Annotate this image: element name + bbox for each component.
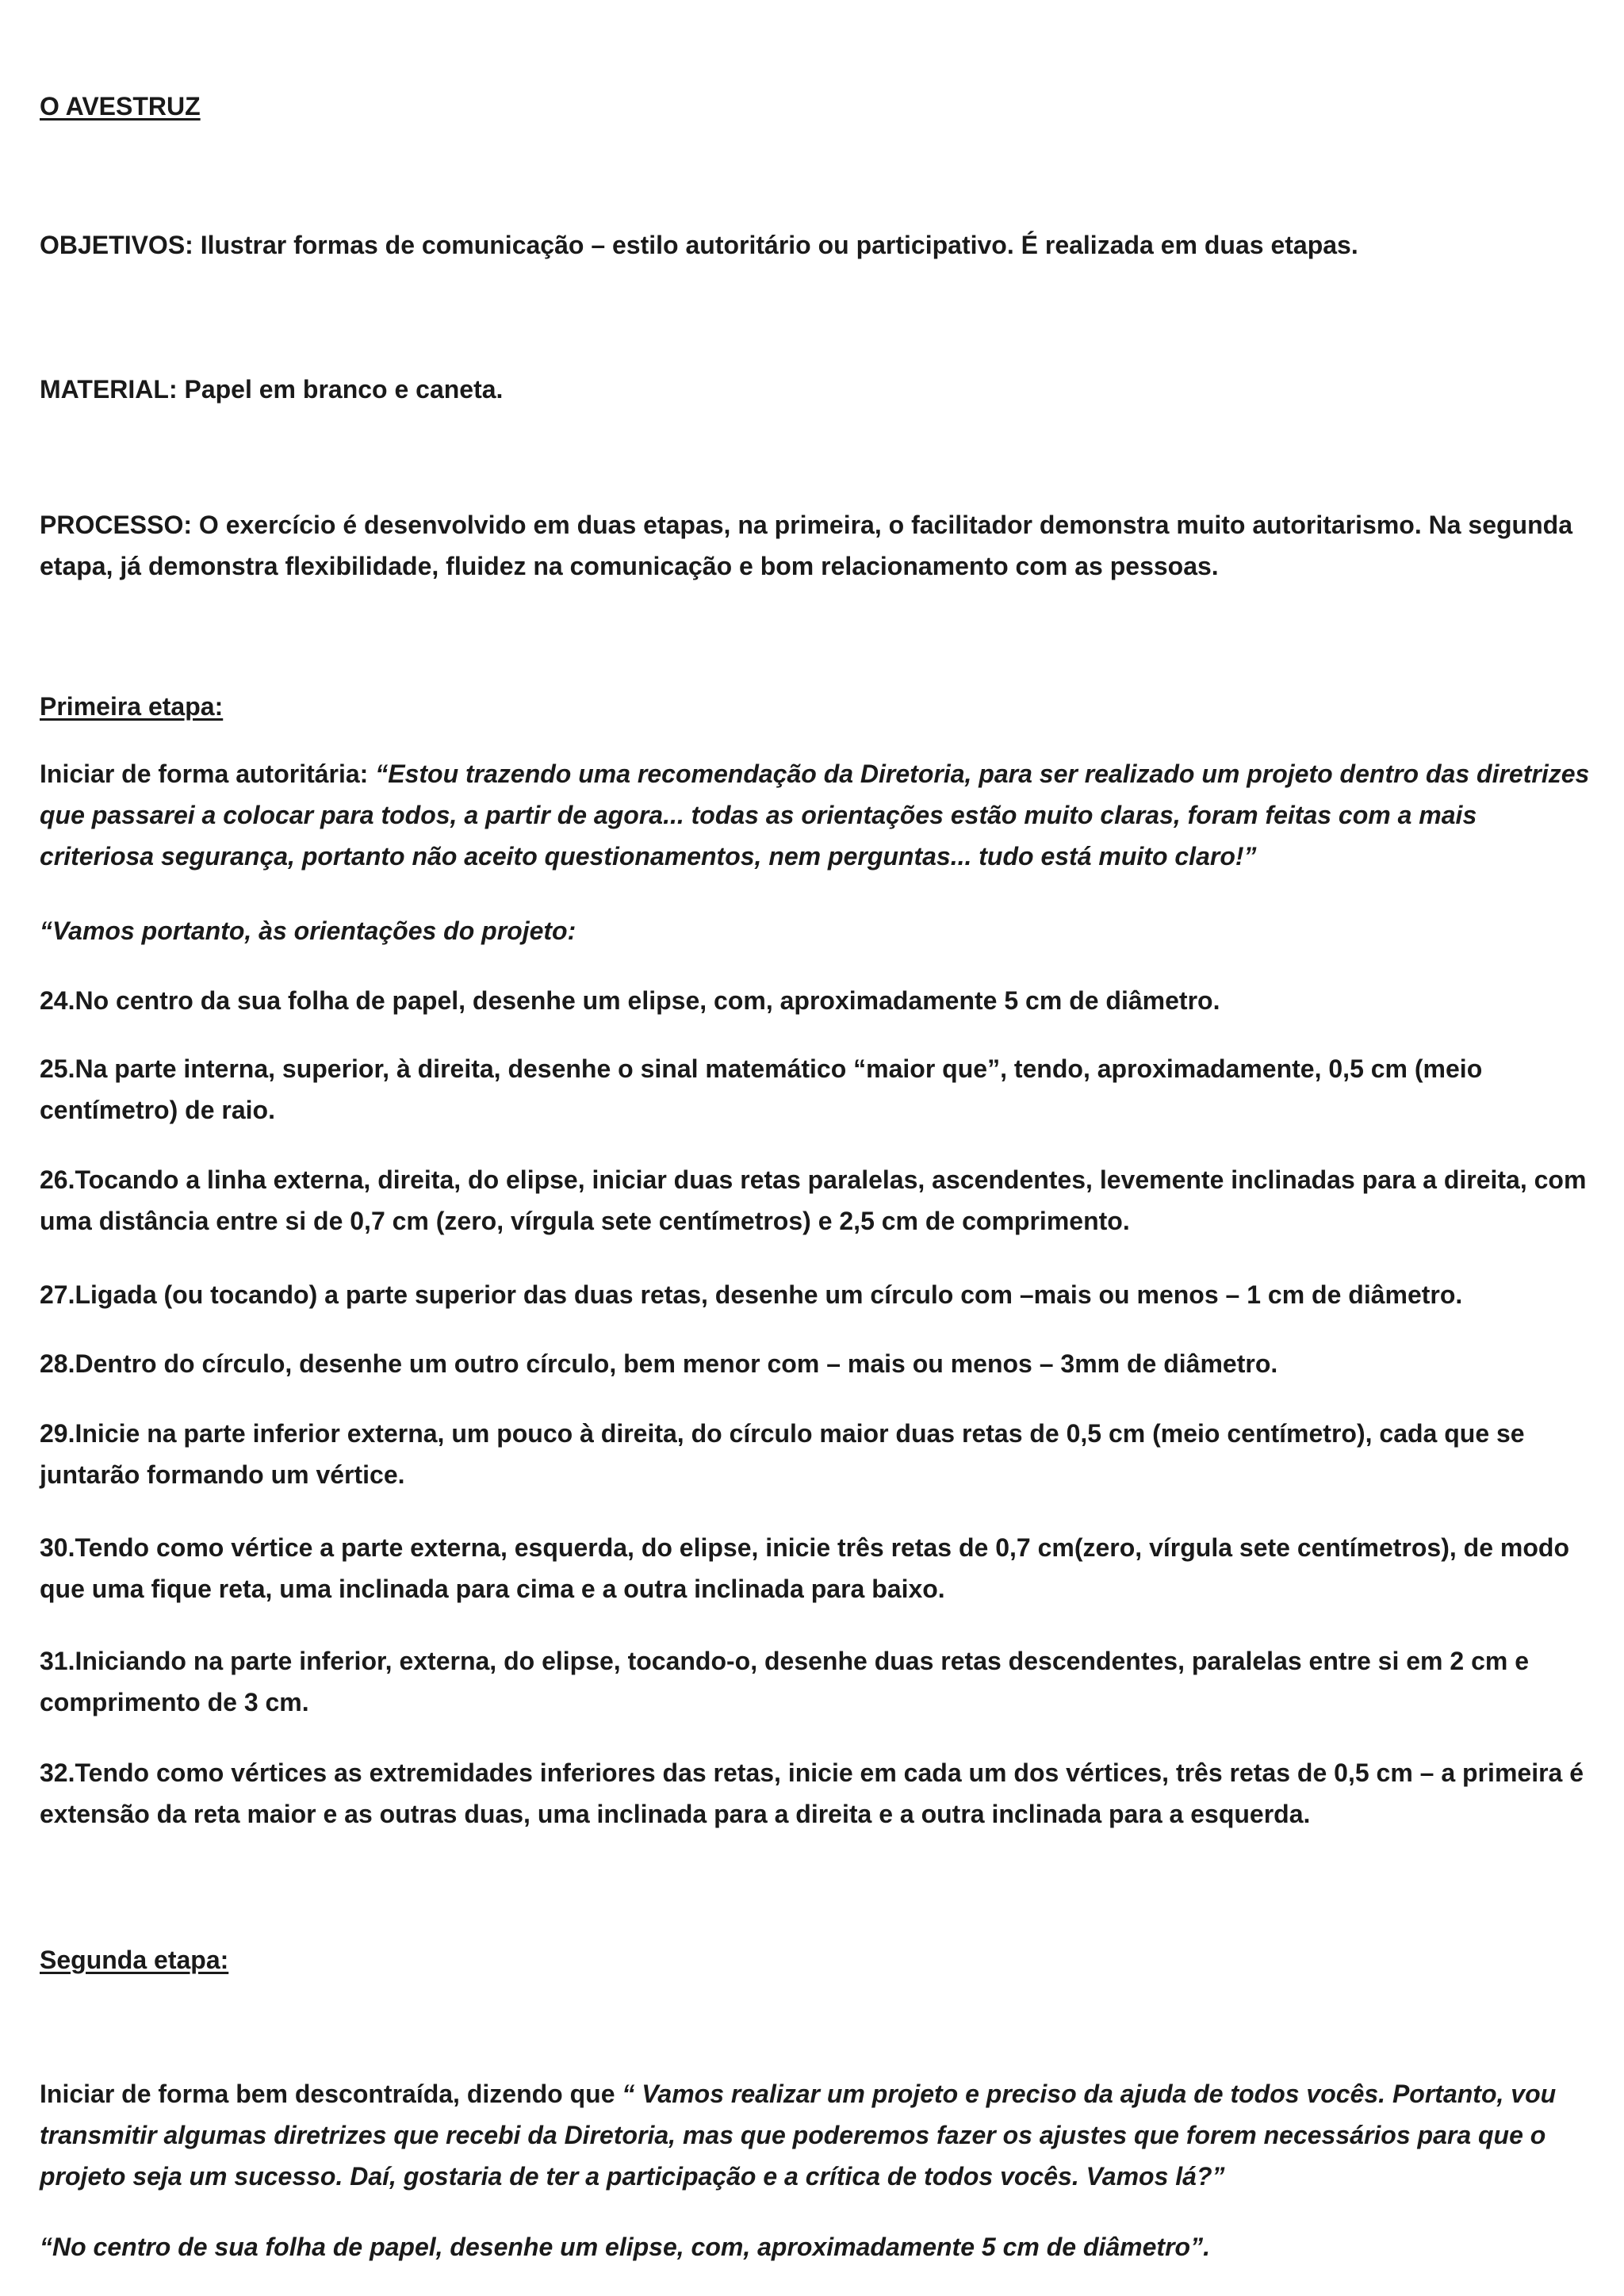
primeira-etapa-intro [40,753,1594,877]
material-paragraph: MATERIAL: Papel em branco e caneta. [40,375,504,404]
list-item: 25.Na parte interna, superior, à direita, desenhe o sinal matemático “maior que”, tendo, aproximadamente, 0,5 cm (meio centímetro) de raio. [40,1054,1483,1124]
list-item: 28.Dentro do círculo, desenhe um outro círculo, bem menor com – mais ou menos – 3mm de diâmetro. [40,1349,1278,1378]
list-item: 24.No centro da sua folha de papel, desenhe um elipse, com, aproximadamente 5 cm de diâmetro. [40,986,1220,1015]
primeira-etapa-heading: Primeira etapa: [40,692,224,721]
segunda-etapa-intro-lead: Iniciar de forma bem descontraída, dizendo que [40,2080,622,2108]
segunda-etapa-last-quote: “No centro de sua folha de papel, desenhe um elipse, com, aproximadamente 5 cm de diâmetro”. [40,2233,1210,2261]
segunda-etapa-heading: Segunda etapa: [40,1946,229,1974]
primeira-etapa-intro-lead: Iniciar de forma autoritária: [40,760,376,788]
list-item: 27.Ligada (ou tocando) a parte superior das duas retas, desenhe um círculo com –mais ou menos – 1 cm de diâmetro. [40,1280,1463,1309]
primeira-etapa-intro-quote: “Estou trazendo uma recomendação da Diretoria, para ser realizado um projeto dentro das diretrizes que passarei a colocar para todos, a partir de agora... todas as orientações estão muito claras, foram feitas com a mais criteriosa segurança, portanto não aceito questionamentos, nem perguntas... tudo está muito claro!” [40,760,1590,871]
list-item: 29.Inicie na parte inferior externa, um pouco à direita, do círculo maior duas retas de 0,5 cm (meio centímetro), cada que se juntarão formando um vértice. [40,1419,1525,1489]
objetivos-paragraph: OBJETIVOS: Ilustrar formas de comunicação – estilo autoritário ou participativo. É realizada em duas etapas. [40,231,1358,259]
segunda-etapa-intro-quote: “ Vamos realizar um projeto e preciso da ajuda de todos vocês. Portanto, vou transmitir algumas diretrizes que recebi da Diretoria, mas que poderemos fazer os ajustes que forem necessários para que o projeto seja um sucesso. Daí, gostaria de ter a participação e a crítica de todos vocês. Vamos lá?” [40,2080,1557,2191]
list-item: 31.Iniciando na parte inferior, externa, do elipse, tocando-o, desenhe duas retas descendentes, paralelas entre si em 2 cm e comprimento de 3 cm. [40,1647,1530,1716]
document-title: O AVESTRUZ [40,92,201,121]
processo-paragraph: PROCESSO: O exercício é desenvolvido em duas etapas, na primeira, o facilitador demonstra muito autoritarismo. Na segunda etapa, já demonstra flexibilidade, fluidez na comunicação e bom relacionamento com as pessoas. [40,511,1572,580]
list-item: 26.Tocando a linha externa, direita, do elipse, iniciar duas retas paralelas, ascendentes, levemente inclinadas para a direita, com uma distância entre si de 0,7 cm (zero, vírgula sete centímetros) e 2,5 cm de comprimento. [40,1165,1587,1235]
list-item: 30.Tendo como vértice a parte externa, esquerda, do elipse, inicie três retas de 0,7 cm(zero, vírgula sete centímetros), de modo que uma fique reta, uma inclinada para cima e a outra inclinada para baixo. [40,1533,1569,1603]
orientacoes-line: “Vamos portanto, às orientações do projeto: [40,916,576,945]
list-item: 32.Tendo como vértices as extremidades inferiores das retas, inicie em cada um dos vértices, três retas de 0,5 cm – a primeira é extensão da reta maior e as outras duas, uma inclinada para a direita e a outra inclinada para a esquerda. [40,1758,1584,1828]
segunda-etapa-intro [40,2073,1594,2197]
